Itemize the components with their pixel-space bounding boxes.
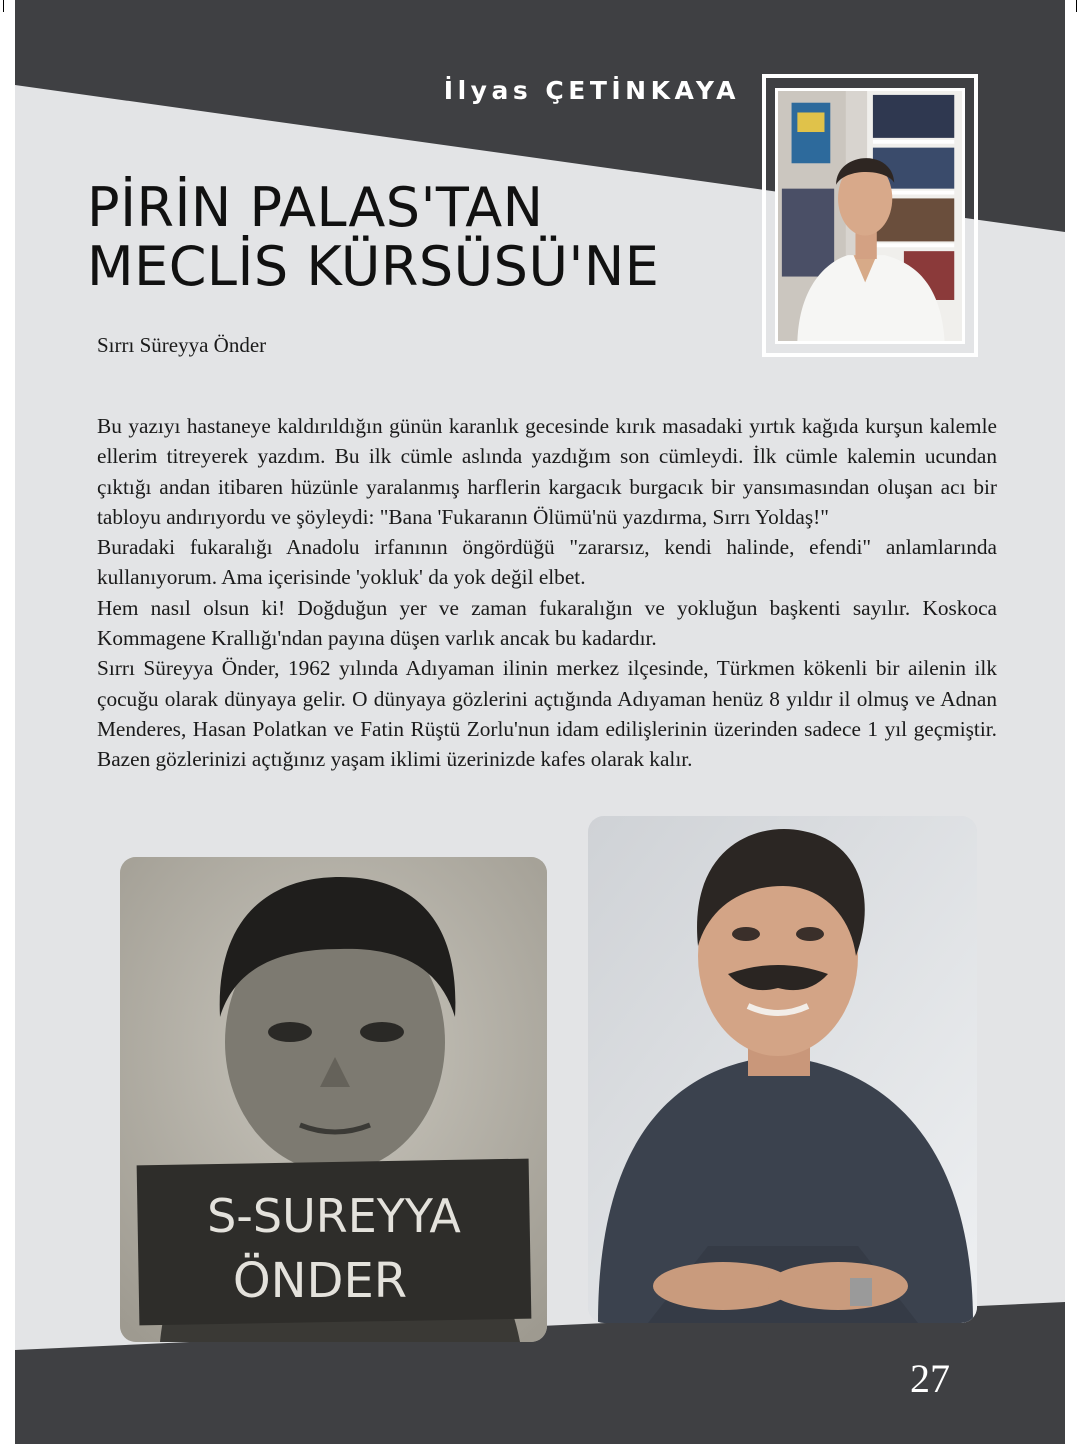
article-body bbox=[97, 411, 997, 775]
article-title bbox=[87, 178, 659, 296]
title-line-1: PİRİN PALAS'TAN bbox=[87, 176, 544, 239]
sign-line-1: S-SUREYYA bbox=[207, 1189, 461, 1243]
title-line-2: MECLİS KÜRSÜSÜ'NE bbox=[87, 235, 660, 298]
magazine-page bbox=[15, 0, 1065, 1444]
author-name: İlyas ÇETİNKAYA bbox=[443, 76, 740, 105]
subject-name: Sırrı Süreyya Önder bbox=[97, 333, 267, 357]
body-paragraph: Buradaki fukaralığı Anadolu irfanının öngördüğü "zararsız, kendi halinde, efendi" anlamlarında kullanıyorum. Ama içerisinde 'yokluk' da yok değil elbet. bbox=[97, 535, 997, 590]
body-paragraph: Hem nasıl olsun ki! Doğduğun yer ve zaman fukaralığın ve yokluğun başkenti sayılır. Koskoca Kommagene Krallığı'ndan payına düşen varlık ancak bu kadardır. bbox=[97, 595, 997, 651]
author-portrait-photo bbox=[775, 88, 965, 344]
crop-mark-right bbox=[1076, 0, 1077, 12]
recent-portrait-photo bbox=[588, 816, 977, 1323]
body-paragraph: Sırrı Süreyya Önder, 1962 yılında Adıyaman ilinin merkez ilçesinde, Türkmen kökenli bir ailenin ilk çocuğu olarak dünyaya gelir. O dünyaya gözlerini açtığında Adıyaman henüz 8 yıldır il olmuş ve Adnan Menderes, Hasan Polatkan ve Fatin Rüştü Zorlu'nun idam edilişlerinin üzerinden sadece 1 yıl geçmiştir. Bazen gözlerinizi açtığınız yaşam iklimi üzerinizde kafes olarak kalır. bbox=[97, 656, 997, 772]
sign-line-2: ÖNDER bbox=[232, 1253, 408, 1309]
crop-mark-left bbox=[3, 0, 4, 12]
old-mugshot-photo bbox=[120, 857, 547, 1342]
body-paragraph: Bu yazıyı hastaneye kaldırıldığın günün karanlık gecesinde kırık masadaki yırtık kağıda kurşun kalemle ellerim titreyerek yazdım. Bu ilk cümle aslında yazdığım son cümleydi. İlk cümle kalemin ucundan çıktığı andan itibaren hüzünle yaralanmış harflerin kargacık burgacık bir yansımasından oluşan acı bir tabloyu andırıyordu ve şöyleydi: "Bana 'Fukaranın Ölümü'nü yazdırma, Sırrı Yoldaş!" bbox=[97, 414, 997, 529]
author-portrait-frame bbox=[762, 74, 978, 357]
page-number: 27 bbox=[910, 1356, 950, 1401]
